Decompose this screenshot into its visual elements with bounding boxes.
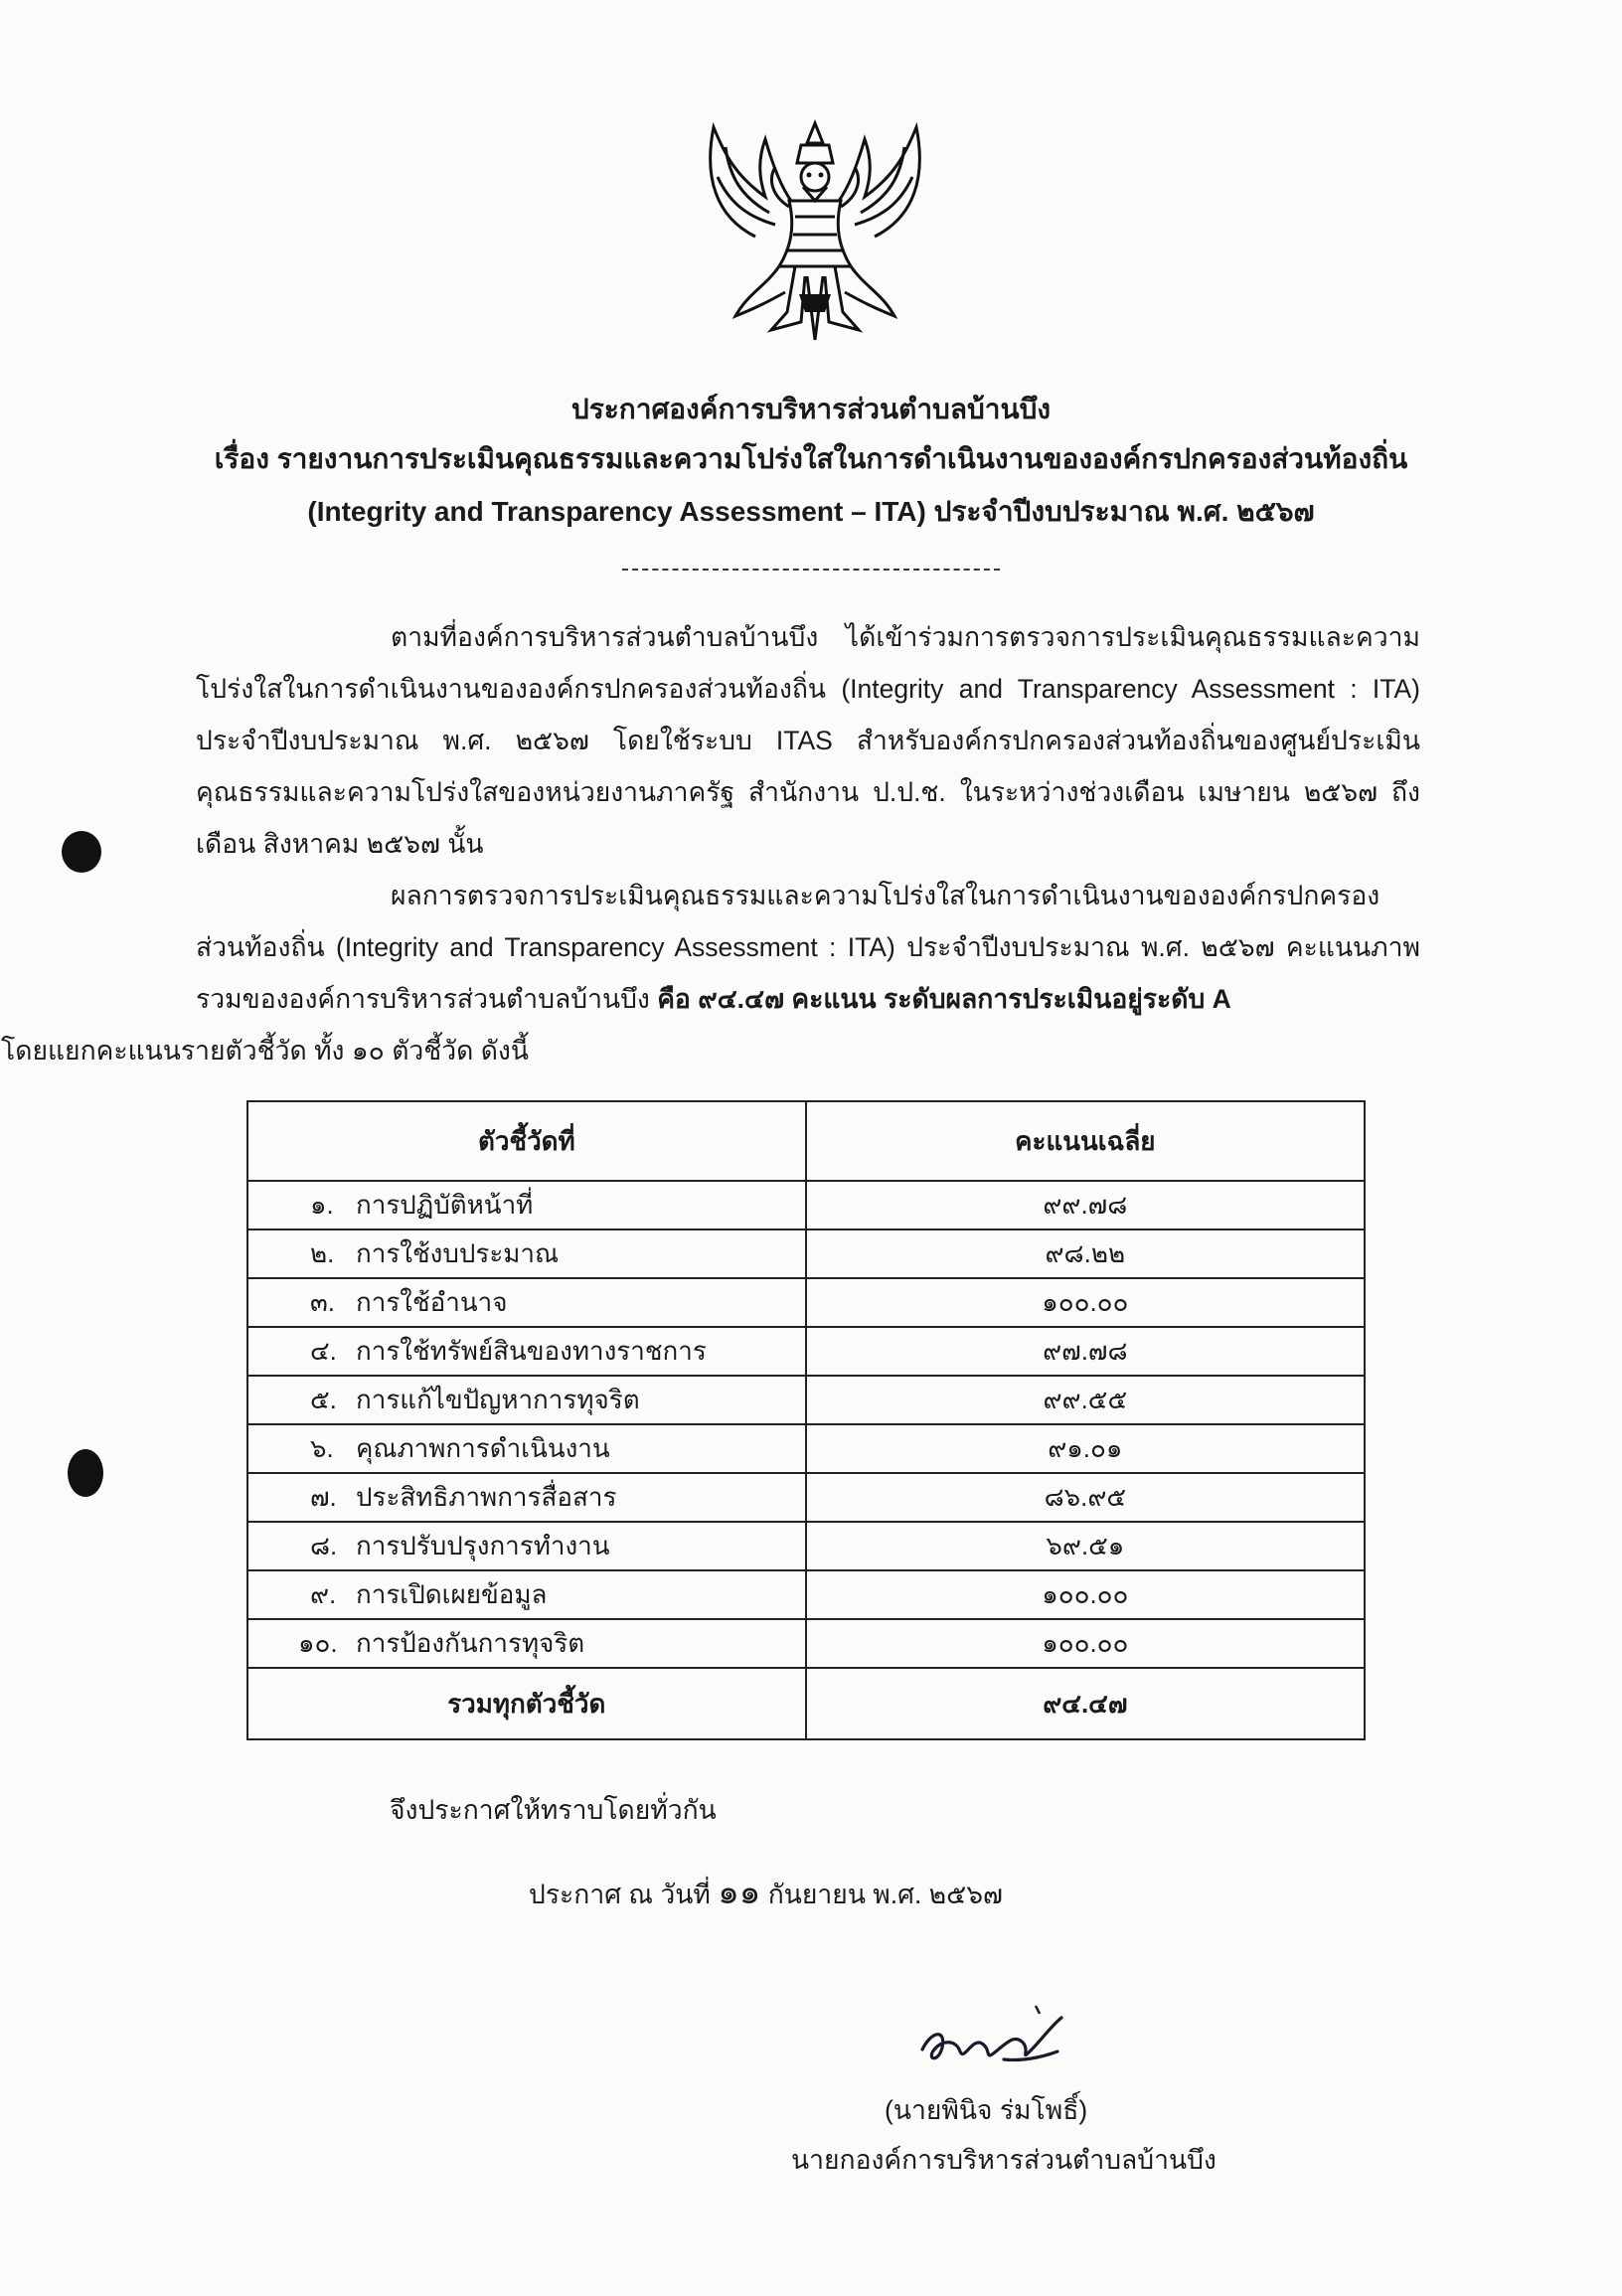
indicator-number: ๑๐.: [298, 1628, 338, 1658]
signer-title: นายกองค์การบริหารส่วนตำบลบ้านบึง: [791, 2145, 1216, 2175]
signer-name: (นายพินิจ ร่มโพธิ์): [885, 2095, 1088, 2125]
indicator-name: การใช้อำนาจ: [356, 1287, 508, 1317]
total-score: ๙๔.๔๗: [806, 1668, 1365, 1739]
table-row: [247, 1230, 1365, 1278]
announcement-subject: เรื่อง รายงานการประเมินคุณธรรมและความโปร่งใสในการดำเนินงานขององค์กรปกครองส่วนท้องถิ่น: [214, 443, 1408, 474]
indicator-number: ๖.: [310, 1433, 334, 1463]
score-cell: ๘๖.๙๕: [806, 1473, 1365, 1522]
table-row: [247, 1522, 1365, 1570]
score-cell: ๖๙.๕๑: [806, 1522, 1365, 1570]
punch-hole-bottom: [68, 1449, 103, 1497]
indicator-cell: [247, 1570, 806, 1619]
date-prefix: ประกาศ ณ วันที่: [529, 1880, 711, 1909]
indicator-name: ประสิทธิภาพการสื่อสาร: [356, 1482, 617, 1512]
indicator-cell: [247, 1327, 806, 1376]
indicator-number: ๔.: [310, 1336, 337, 1366]
body-paragraph-1: ตามที่องค์การบริหารส่วนตำบลบ้านบึง ได้เข้าร่วมการตรวจการประเมินคุณธรรมและความโปร่งใสในการดำเนินงานขององค์กรปกครองส่วนท้องถิ่น (Integrity and Transparency Assessment : ITA) ประจำปีงบประมาณ พ.ศ. ๒๕๖๗ โดยใช้ระบบ ITAS สำหรับองค์กรปกครองส่วนท้องถิ่นของศูนย์ประเมินคุณธรรมและความโปร่งใสของหน่วยงานภาครัฐ สำนักงาน ป.ป.ช. ในระหว่างช่วงเดือน เมษายน ๒๕๖๗ ถึงเดือน สิงหาคม ๒๕๖๗ นั้น: [196, 622, 1420, 859]
closing-announce: จึงประกาศให้ทราบโดยทั่วกัน: [390, 1795, 717, 1825]
garuda-emblem-icon: [696, 117, 934, 344]
indicator-cell: [247, 1522, 806, 1570]
announcement-subtitle: (Integrity and Transparency Assessment – ITA) ประจำปีงบประมาณ พ.ศ. ๒๕๖๗: [307, 496, 1315, 527]
indicator-name: การปฏิบัติหน้าที่: [356, 1190, 534, 1220]
score-cell: ๑๐๐.๐๐: [806, 1570, 1365, 1619]
table-total-row: [247, 1668, 1365, 1739]
indicator-cell: [247, 1619, 806, 1668]
overall-score-text: คือ ๙๔.๔๗ คะแนน ระดับผลการประเมินอยู่ระดับ A: [657, 984, 1231, 1014]
score-cell: ๑๐๐.๐๐: [806, 1619, 1365, 1668]
score-cell: ๙๘.๒๒: [806, 1230, 1365, 1278]
table-row: [247, 1424, 1365, 1473]
score-cell: ๙๑.๐๑: [806, 1424, 1365, 1473]
indicator-number: ๙.: [310, 1579, 337, 1609]
table-row: [247, 1278, 1365, 1327]
indicator-name: การปรับปรุงการทำงาน: [356, 1531, 610, 1560]
indicator-number: ๗.: [310, 1482, 337, 1512]
table-row: [247, 1181, 1365, 1230]
header-divider: [622, 569, 1000, 571]
indicator-name: การใช้ทรัพย์สินของทางราชการ: [356, 1336, 707, 1366]
table-row: [247, 1376, 1365, 1424]
table-row: [247, 1570, 1365, 1619]
indicator-number: ๑.: [310, 1190, 334, 1220]
indicator-name: การใช้งบประมาณ: [356, 1238, 560, 1268]
date-suffix: กันยายน พ.ศ. ๒๕๖๗: [767, 1880, 1003, 1909]
score-cell: ๑๐๐.๐๐: [806, 1278, 1365, 1327]
indicator-name: การเปิดเผยข้อมูล: [356, 1579, 548, 1609]
announce-date: [529, 1865, 1003, 1918]
table-header-row: [247, 1101, 1365, 1181]
indicator-cell: [247, 1424, 806, 1473]
announcement-title: ประกาศองค์การบริหารส่วนตำบลบ้านบึง: [570, 394, 1052, 424]
total-label: รวมทุกตัวชี้วัด: [247, 1668, 806, 1739]
indicator-cell: [247, 1181, 806, 1230]
indicator-name: การป้องกันการทุจริต: [356, 1628, 585, 1658]
score-cell: ๙๙.๗๘: [806, 1181, 1365, 1230]
indicator-name: คุณภาพการดำเนินงาน: [356, 1433, 610, 1463]
indicator-cell: [247, 1376, 806, 1424]
signature-mark: [912, 2000, 1081, 2079]
score-cell: ๙๗.๗๘: [806, 1327, 1365, 1376]
header-indicator: ตัวชี้วัดที่: [247, 1101, 806, 1181]
para2-text: ผลการตรวจการประเมินคุณธรรมและความโปร่งใสในการดำเนินงานขององค์กรปกครองส่วนท้องถิ่น (Integrity and Transparency Assessment : ITA) ประจำปีงบประมาณ พ.ศ. ๒๕๖๗ คะแนนภาพรวมขององค์การบริหารส่วนตำบลบ้านบึง: [196, 881, 1420, 1014]
indicator-name: การแก้ไขปัญหาการทุจริต: [356, 1385, 640, 1414]
indicator-cell: [247, 1230, 806, 1278]
indicator-number: ๓.: [310, 1287, 335, 1317]
para2-tail: โดยแยกคะแนนรายตัวชี้วัด ทั้ง ๑๐ ตัวชี้วัด ดังนี้: [1, 1036, 529, 1066]
indicator-cell: [247, 1278, 806, 1327]
indicator-number: ๘.: [310, 1531, 338, 1560]
table-row: [247, 1327, 1365, 1376]
score-table: [246, 1100, 1366, 1740]
indicator-cell: [247, 1473, 806, 1522]
indicator-number: ๒.: [310, 1238, 335, 1268]
table-row: [247, 1473, 1365, 1522]
date-day: ๑๑: [718, 1873, 761, 1912]
score-cell: ๙๙.๕๕: [806, 1376, 1365, 1424]
body-paragraph-2: [1, 870, 1420, 1076]
indicator-number: ๕.: [310, 1385, 337, 1414]
punch-hole-top: [62, 831, 101, 873]
header-score: คะแนนเฉลี่ย: [806, 1101, 1365, 1181]
table-row: [247, 1619, 1365, 1668]
